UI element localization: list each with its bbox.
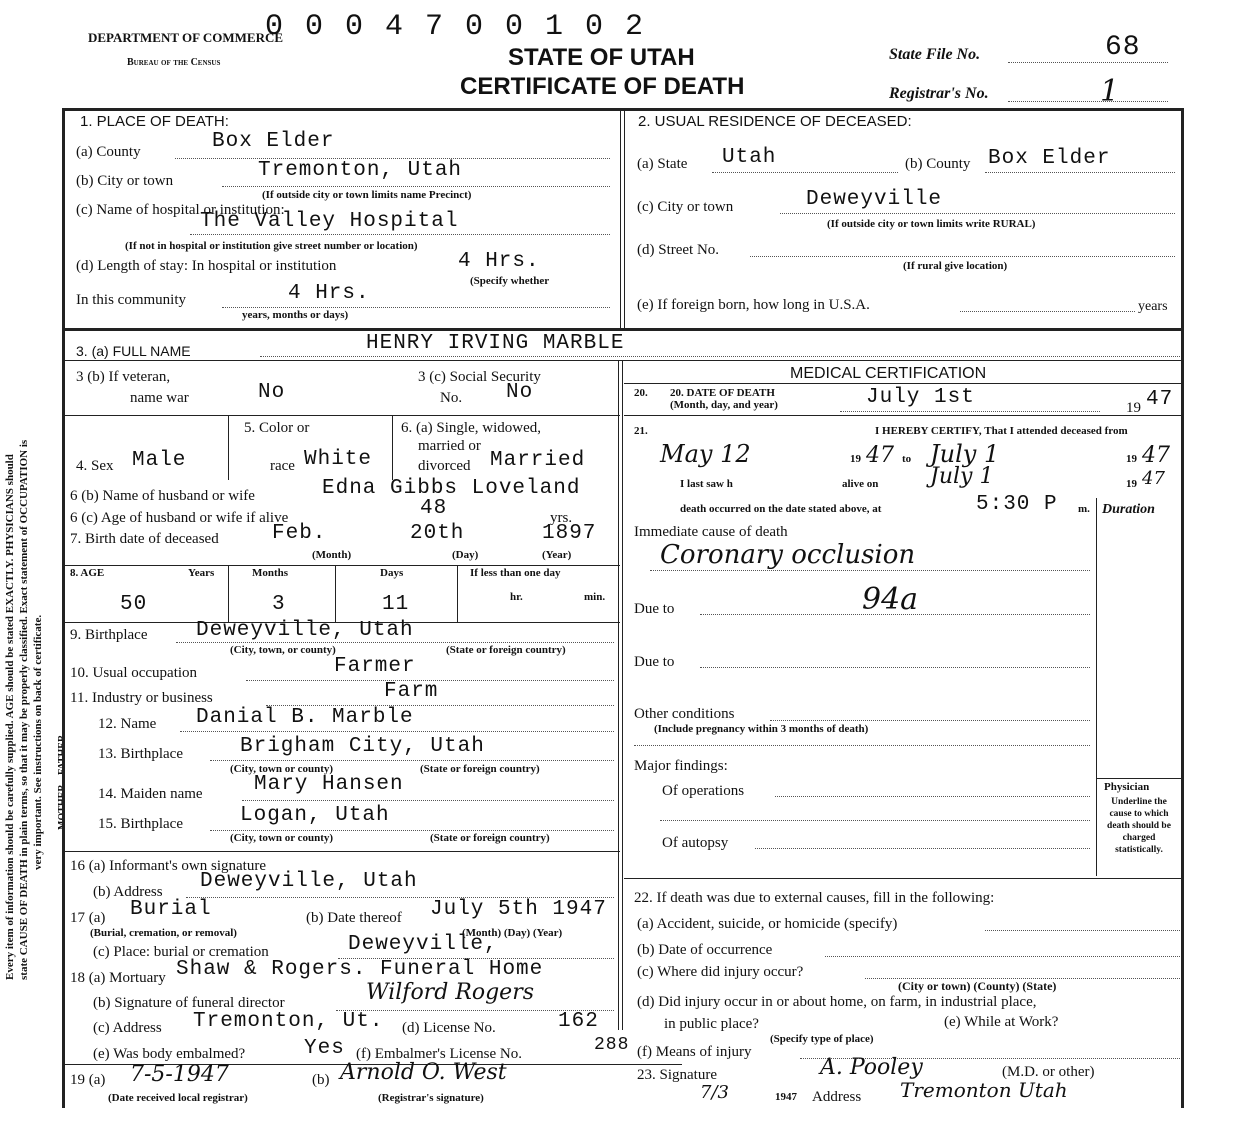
city-label: (b) City or town (76, 173, 174, 189)
last-saw-value: July 1 (930, 464, 994, 489)
mother-birth-hint-1: (City, town or county) (230, 832, 334, 844)
director-label: (b) Signature of funeral director (93, 995, 285, 1011)
year-prefix: 19 (1126, 400, 1141, 416)
ss-label-2: No. (440, 390, 463, 406)
director-address-label: (c) Address (93, 1020, 162, 1036)
embalmed-value: Yes (304, 1037, 345, 1060)
department-label: DEPARTMENT OF COMMERCE (88, 30, 284, 45)
operations-label: Of operations (662, 783, 745, 799)
res-county-label: (b) County (905, 156, 971, 172)
res-city-hint: (If outside city or town limits write RURAL) (827, 218, 1036, 230)
county-label: (a) County (76, 144, 141, 160)
mother-side-label: MOTHER (57, 784, 68, 830)
industry-label: 11. Industry or business (70, 690, 213, 706)
date-of-death-label: 20. DATE OF DEATH (670, 387, 775, 399)
burial-value: Burial (130, 898, 212, 921)
director-address-value: Tremonton, Ut. (193, 1010, 384, 1033)
informant-address-label: (b) Address (93, 884, 163, 900)
embalmer-value: 288 (594, 1035, 630, 1055)
color-label: 5. Color or (244, 420, 310, 436)
autopsy-label: Of autopsy (662, 835, 729, 851)
father-name-value: Danial B. Marble (196, 706, 414, 729)
bureau-label: Bureau of the Census (127, 57, 221, 68)
death-time: 5:30 P (976, 493, 1058, 516)
birth-month: Feb. (272, 522, 327, 545)
stay-value: 4 Hrs. (458, 250, 540, 273)
attended-to: July 1 (930, 440, 1000, 468)
alive-on-label: alive on (842, 478, 879, 490)
side-instruction-3: very important. See instructions on back of certificate. (32, 614, 44, 870)
signature-address-label: Address (812, 1089, 862, 1105)
father-birth-hint-2: (State or foreign country) (420, 763, 540, 775)
city-hint: (If outside city or town limits name Precinct) (262, 189, 472, 201)
age-months-label: Months (252, 567, 289, 579)
serial-number: 0 0 0 4 7 0 0 1 0 2 (265, 10, 646, 44)
birth-day-hint: (Day) (452, 549, 479, 561)
age-years-value: 50 (120, 593, 148, 616)
marital-label-2: married or (418, 438, 481, 454)
mother-name-value: Mary Hansen (254, 773, 404, 796)
received-hint: (Date received local registrar) (108, 1092, 248, 1104)
state-file-value: 68 (1105, 32, 1141, 63)
signature-address-value: Tremonton Utah (900, 1078, 1068, 1102)
attended-from: May 12 (660, 440, 751, 468)
spouse-label: 6 (b) Name of husband or wife (70, 488, 255, 504)
due-to-value: 94a (862, 582, 919, 617)
other-conditions-hint: (Include pregnancy within 3 months of death) (654, 723, 869, 735)
burial-place-value: Deweyville, (348, 933, 498, 956)
fullname-label: 3. (a) FULL NAME (76, 343, 191, 359)
age-hr: hr. (510, 591, 523, 603)
hospital-hint: (If not in hospital or institution give street number or location) (125, 240, 418, 252)
hospital-value: The Valley Hospital (200, 210, 459, 233)
color-label-2: race (270, 458, 295, 474)
major-findings-label: Major findings: (634, 758, 728, 774)
marital-label-3: divorced (418, 458, 471, 474)
md-label: (M.D. or other) (1002, 1064, 1095, 1080)
received-date: 7-5-1947 (130, 1062, 229, 1087)
attended-from-year: 47 (866, 443, 894, 468)
immediate-cause-value: Coronary occlusion (660, 540, 916, 570)
signature-year: 1947 (775, 1091, 797, 1103)
industry-value: Farm (384, 680, 439, 703)
mother-name-label: 14. Maiden name (98, 786, 203, 802)
where-hint: (City or town) (County) (State) (898, 979, 1057, 993)
age-months-value: 3 (272, 593, 286, 616)
res-years-label: years (1138, 299, 1168, 314)
burial-date-label: (b) Date thereof (306, 910, 402, 926)
marital-value: Married (490, 449, 586, 472)
date-of-death-value: July 1st (866, 386, 975, 409)
last-saw-19: 19 (1126, 478, 1137, 490)
due-to-2-label: Due to (634, 654, 675, 670)
veteran-label-2: name war (130, 390, 189, 406)
license-label: (d) License No. (402, 1020, 496, 1036)
res-state-label: (a) State (637, 156, 688, 172)
burial-date-value: July 5th 1947 (430, 898, 607, 921)
occupation-label: 10. Usual occupation (70, 665, 198, 681)
father-birthplace-value: Brigham City, Utah (240, 735, 485, 758)
age-less-label: If less than one day (470, 567, 561, 579)
birth-day: 20th (410, 522, 465, 545)
burial-label: 17 (a) (70, 910, 106, 926)
residence-heading: 2. USUAL RESIDENCE OF DECEASED: (638, 113, 912, 130)
immediate-cause-label: Immediate cause of death (634, 524, 788, 540)
registrar-no-value: 1 (1100, 74, 1120, 109)
embalmed-label: (e) Was body embalmed? (93, 1046, 246, 1062)
mother-birthplace-value: Logan, Utah (240, 804, 390, 827)
res-street-hint: (If rural give location) (903, 260, 1008, 272)
due-to-label: Due to (634, 601, 675, 617)
death-county-value: Box Elder (212, 130, 335, 153)
burial-place-label: (c) Place: burial or cremation (93, 944, 269, 960)
hospital-label: (c) Name of hospital or institution: (76, 202, 285, 218)
physician-title: Physician (1104, 781, 1150, 793)
state-title: STATE OF UTAH (508, 44, 695, 71)
attended-to-19: 19 (1126, 453, 1137, 465)
registrar-signature: Arnold O. West (340, 1060, 507, 1085)
means-label: (f) Means of injury (637, 1044, 752, 1060)
birth-date-label: 7. Birth date of deceased (70, 531, 219, 547)
mother-birth-hint-2: (State or foreign country) (430, 832, 550, 844)
physician-signature: A. Pooley (820, 1055, 923, 1080)
mortuary-value: Shaw & Rogers. Funeral Home (176, 958, 544, 981)
spouse-age-value: 48 (420, 497, 448, 520)
res-street-label: (d) Street No. (637, 242, 720, 258)
state-file-label: State File No. (889, 46, 981, 63)
age-days-value: 11 (382, 593, 410, 616)
signature-date: 7/3 (700, 1082, 729, 1103)
birth-year-hint: (Year) (542, 549, 572, 561)
birth-month-hint: (Month) (312, 549, 352, 561)
community-hint: years, months or days) (242, 309, 349, 321)
birth-year: 1897 (542, 522, 597, 545)
burial-hint: (Burial, cremation, or removal) (90, 927, 237, 939)
res-city-value: Deweyville (806, 188, 943, 211)
burial-date-hint: (Month) (Day) (Year) (462, 927, 563, 939)
side-instruction-2: state CAUSE OF DEATH in plain terms, so that it may be properly classified. Exact statement of OCCUPATION is (18, 439, 30, 980)
attended-to-year: 47 (1142, 443, 1170, 468)
birthplace-hint-1: (City, town, or county) (230, 644, 336, 656)
external-heading: 22. If death was due to external causes, fill in the following: (634, 890, 995, 906)
informant-address-value: Deweyville, Utah (200, 870, 418, 893)
res-state-value: Utah (722, 146, 777, 169)
home-label: (d) Did injury occur in or about home, on farm, in industrial place, (637, 994, 1037, 1010)
community-label: In this community (76, 292, 186, 308)
father-name-label: 12. Name (98, 716, 157, 732)
marital-label: 6. (a) Single, widowed, (401, 420, 541, 436)
father-birth-hint-1: (City, town or county) (230, 763, 334, 775)
death-city-value: Tremonton, Utah (258, 159, 463, 182)
veteran-label: 3 (b) If veteran, (76, 369, 171, 385)
date-of-death-hint: (Month, day, and year) (670, 399, 778, 411)
item-20-number: 20. (634, 387, 648, 399)
certify-text: I HEREBY CERTIFY, That I attended deceased from (875, 425, 1128, 437)
place-of-death-heading: 1. PLACE OF DEATH: (80, 113, 229, 130)
last-saw-year: 47 (1142, 468, 1165, 489)
age-days-label: Days (380, 567, 404, 579)
informant-sig-label: 16 (a) Informant's own signature (70, 858, 266, 874)
res-county-value: Box Elder (988, 147, 1111, 170)
mother-birthplace-label: 15. Birthplace (98, 816, 183, 832)
mortuary-label: 18 (a) Mortuary (70, 970, 166, 986)
license-value: 162 (558, 1010, 599, 1033)
duration-label: Duration (1102, 502, 1155, 517)
death-occurred-label: death occurred on the date stated above, at (680, 503, 882, 515)
father-birthplace-label: 13. Birthplace (98, 746, 183, 762)
sex-value: Male (132, 449, 187, 472)
spouse-age-label: 6 (c) Age of husband or wife if alive (70, 510, 289, 526)
last-saw-label: I last saw h (680, 478, 733, 490)
accident-label: (a) Accident, suicide, or homicide (specify) (637, 916, 898, 932)
stay-hint: (Specify whether (470, 275, 550, 287)
occupation-value: Farmer (334, 655, 416, 678)
ss-label: 3 (c) Social Security (418, 369, 541, 385)
work-label: (e) While at Work? (944, 1014, 1059, 1030)
spouse-value: Edna Gibbs Loveland (322, 477, 581, 500)
side-instruction-1: Every item of information should be carefully supplied. AGE should be stated EXACTLY. PHYSICIANS should (4, 454, 16, 980)
stay-label: (d) Length of stay: In hospital or institution (76, 258, 337, 274)
where-label: (c) Where did injury occur? (637, 964, 804, 980)
registrar-sig-label: (b) (312, 1072, 330, 1088)
fullname-value: HENRY IRVING MARBLE (366, 332, 625, 355)
birthplace-label: 9. Birthplace (70, 627, 148, 643)
registrar-no-label: Registrar's No. (889, 85, 989, 102)
community-value: 4 Hrs. (288, 282, 370, 305)
physician-note: Underline the cause to which death should be charged statistically. (1107, 797, 1171, 855)
registrar-sig-hint: (Registrar's signature) (378, 1092, 484, 1104)
public-hint: (Specify type of place) (770, 1033, 874, 1045)
ss-value: No (506, 381, 534, 404)
year-value: 47 (1146, 388, 1174, 411)
birthplace-value: Deweyville, Utah (196, 619, 414, 642)
attended-from-19: 19 (850, 453, 861, 465)
death-time-m: m. (1078, 503, 1090, 515)
attended-to-label: to (902, 453, 912, 465)
certificate-title: CERTIFICATE OF DEATH (460, 73, 745, 100)
birthplace-hint-2: (State or foreign country) (446, 644, 566, 656)
director-signature: Wilford Rogers (366, 980, 534, 1005)
signature-label: 23. Signature (637, 1067, 717, 1083)
embalmer-label: (f) Embalmer's License No. (356, 1046, 522, 1062)
res-city-label: (c) City or town (637, 199, 734, 215)
spouse-age-yrs: yrs. (550, 510, 573, 526)
other-conditions-label: Other conditions (634, 706, 735, 722)
occurrence-label: (b) Date of occurrence (637, 942, 773, 958)
sex-label: 4. Sex (76, 458, 114, 474)
color-value: White (304, 448, 373, 471)
public-label: in public place? (664, 1016, 759, 1032)
age-label: 8. AGE (70, 567, 105, 579)
received-label: 19 (a) (70, 1072, 106, 1088)
veteran-value: No (258, 381, 286, 404)
certify-number: 21. (634, 425, 648, 437)
father-side-label: FATHER (57, 734, 68, 775)
age-years-label: Years (188, 567, 215, 579)
age-min: min. (584, 591, 606, 603)
medical-heading: MEDICAL CERTIFICATION (790, 365, 987, 382)
res-foreign-label: (e) If foreign born, how long in U.S.A. (637, 297, 870, 313)
